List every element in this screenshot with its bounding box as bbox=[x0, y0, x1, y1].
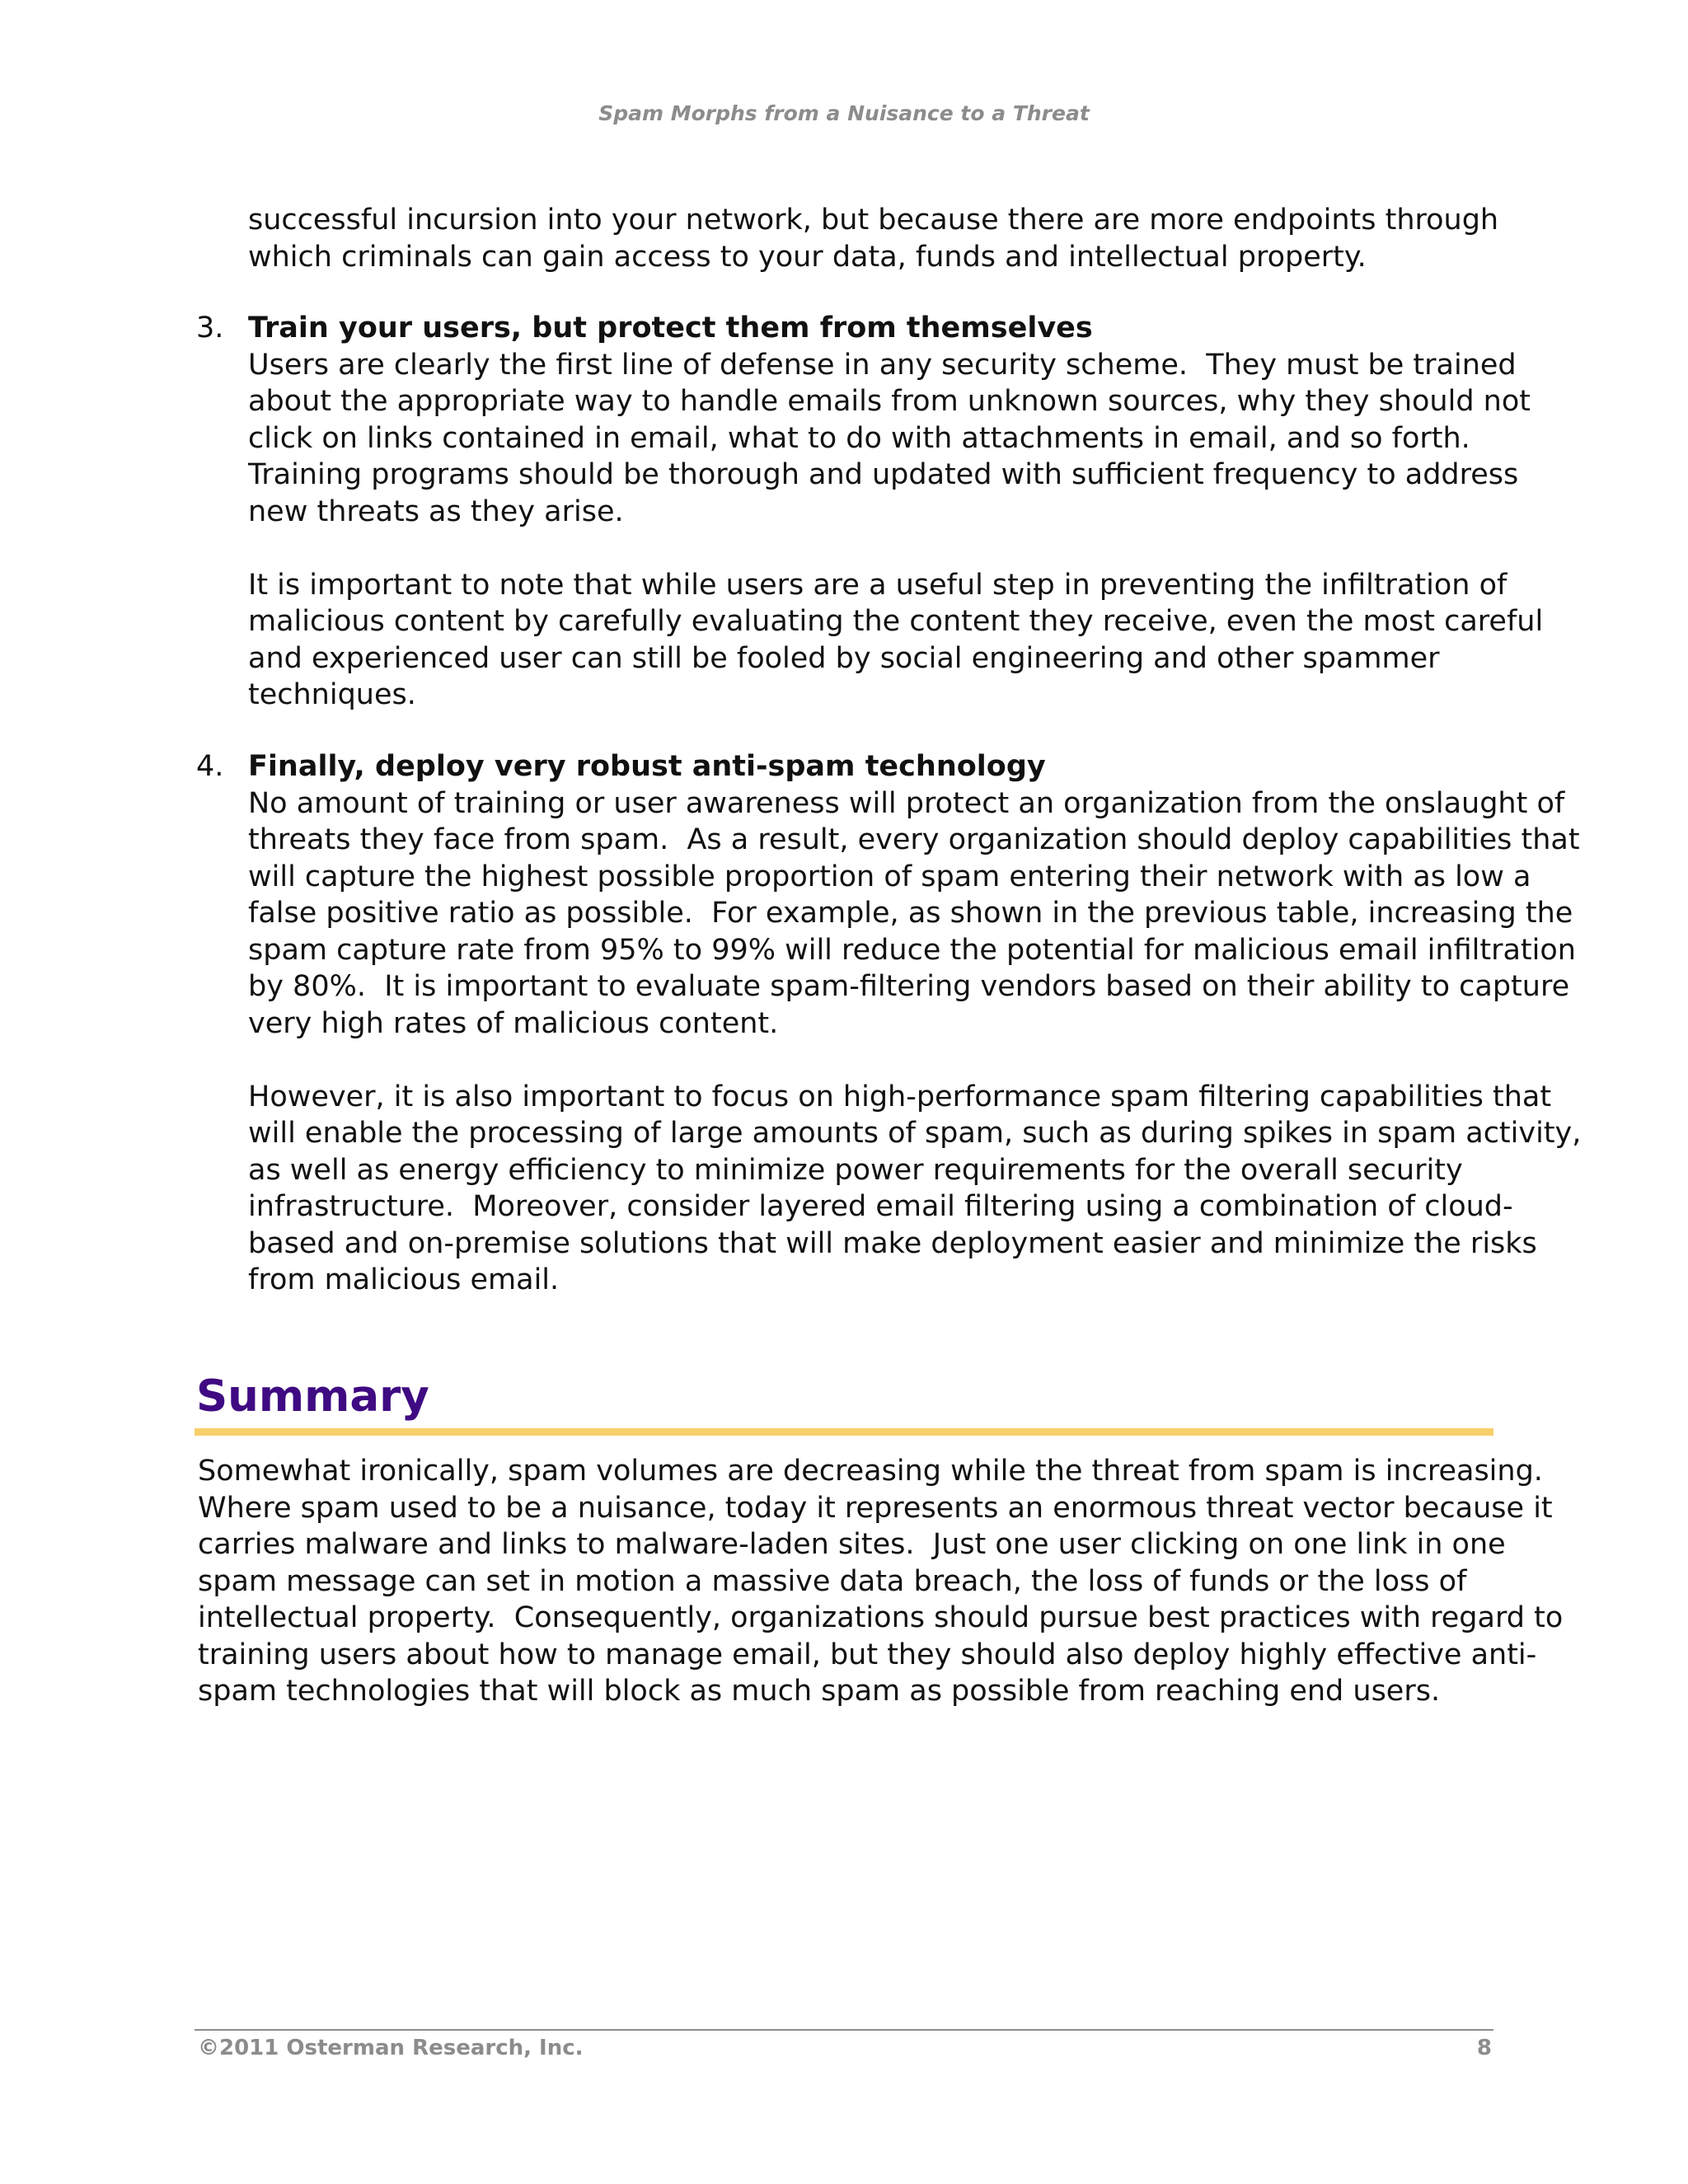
text-line: Users are clearly the first line of defense in any security scheme. They must be trained bbox=[248, 348, 1517, 382]
text-line: will capture the highest possible proportion of spam entering their network with as low a bbox=[248, 860, 1531, 893]
paragraph bbox=[248, 785, 1580, 1043]
text-line: by 80%. It is important to evaluate spam-filtering vendors based on their ability to capture bbox=[248, 970, 1570, 1003]
text-line: However, it is also important to focus on high-performance spam filtering capabilities that bbox=[248, 1080, 1552, 1113]
paragraph bbox=[248, 1079, 1582, 1299]
paragraph bbox=[248, 567, 1544, 714]
text-line: spam technologies that will block as much spam as possible from reaching end users. bbox=[198, 1675, 1441, 1708]
item-heading: Train your users, but protect them from themselves bbox=[248, 312, 1093, 344]
paragraph bbox=[248, 347, 1531, 531]
continuation-paragraph bbox=[248, 202, 1501, 275]
text-line: techniques. bbox=[248, 678, 416, 711]
text-line: Training programs should be thorough and updated with sufficient frequency to address bbox=[248, 458, 1519, 491]
text-line: and experienced user can still be fooled by social engineering and other spammer bbox=[248, 641, 1440, 675]
text-line: successful incursion into your network, but because there are more endpoints through bbox=[248, 204, 1499, 237]
footer-divider bbox=[195, 2029, 1493, 2031]
list-number: 3. bbox=[196, 312, 224, 344]
text-line: It is important to note that while users are a useful step in preventing the infiltration of bbox=[248, 568, 1507, 602]
text-line: intellectual property. Consequently, organizations should pursue best practices with regard to bbox=[198, 1601, 1564, 1634]
summary-heading: Summary bbox=[196, 1371, 429, 1422]
text-line: as well as energy efficiency to minimize power requirements for the overall security bbox=[248, 1153, 1463, 1187]
text-line: which criminals can gain access to your data, funds and intellectual property. bbox=[248, 240, 1367, 274]
text-line: based and on-premise solutions that will make deployment easier and minimize the risks bbox=[248, 1226, 1537, 1260]
text-line: No amount of training or user awareness will protect an organization from the onslaught of bbox=[248, 786, 1565, 820]
list-content bbox=[248, 748, 1582, 1299]
text-line: about the appropriate way to handle emails from unknown sources, why they should not bbox=[248, 385, 1531, 418]
text-line: Where spam used to be a nuisance, today it represents an enormous threat vector because it bbox=[198, 1491, 1553, 1525]
text-line: malicious content by carefully evaluating the content they receive, even the most careful bbox=[248, 605, 1544, 638]
summary-divider bbox=[195, 1428, 1493, 1436]
text-line: new threats as they arise. bbox=[248, 494, 624, 528]
text-line: very high rates of malicious content. bbox=[248, 1006, 779, 1040]
text-line: Somewhat ironically, spam volumes are decreasing while the threat from spam is increasing. bbox=[198, 1455, 1543, 1488]
list-content bbox=[248, 310, 1544, 714]
footer-copyright: ©2011 Osterman Research, Inc. bbox=[198, 2036, 584, 2060]
page-number: 8 bbox=[1476, 2036, 1492, 2060]
text-line: from malicious email. bbox=[248, 1263, 560, 1296]
text-line: will enable the processing of large amounts of spam, such as during spikes in spam activity, bbox=[248, 1117, 1582, 1150]
list-number: 4. bbox=[196, 750, 224, 783]
text-line: spam message can set in motion a massive data breach, the loss of funds or the loss of bbox=[198, 1564, 1467, 1598]
text-line: click on links contained in email, what to do with attachments in email, and so forth. bbox=[248, 421, 1470, 455]
text-line: training users about how to manage email, but they should also deploy highly effective anti- bbox=[198, 1638, 1537, 1671]
item-heading: Finally, deploy very robust anti-spam technology bbox=[248, 750, 1046, 783]
summary-paragraph bbox=[198, 1453, 1564, 1710]
text-line: infrastructure. Moreover, consider layered email filtering using a combination of cloud- bbox=[248, 1190, 1513, 1223]
text-line: false positive ratio as possible. For example, as shown in the previous table, increasing the bbox=[248, 897, 1573, 930]
text-line: carries malware and links to malware-laden sites. Just one user clicking on one link in one bbox=[198, 1528, 1506, 1561]
text-line: spam capture rate from 95% to 99% will reduce the potential for malicious email infiltration bbox=[248, 933, 1576, 967]
text-line: threats they face from spam. As a result, every organization should deploy capabilities that bbox=[248, 823, 1580, 856]
running-header: Spam Morphs from a Nuisance to a Threat bbox=[598, 101, 1090, 125]
